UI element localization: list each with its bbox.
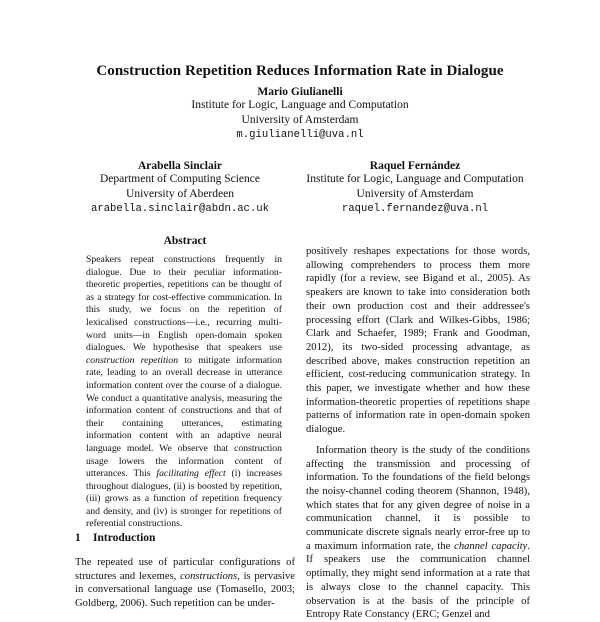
section-number: 1 [75,532,81,544]
author-university: University of Aberdeen [126,188,234,200]
intro-text [75,556,295,610]
author-block-2 [70,160,290,217]
paragraph-segment: Information theory is the study of the conditions affecting the transmission and processing of information. To the foundations of the field belongs the noisy-channel coding theorem (Shannon, 1948), which states that for any given degree of noise in a communication channel, it is possible to communicate discrete signals nearly error-free up to a maximum information rate, the [306,444,530,552]
author-affiliation: Institute for Logic, Language and Computation [191,99,409,111]
author-name: Arabella Sinclair [137,160,222,172]
author-block-1 [0,86,600,143]
author-affiliation: Institute for Logic, Language and Computation [306,173,524,185]
intro-emphasis: constructions [180,570,238,582]
abstract-emphasis: construction repetition [86,354,179,366]
right-column-text [306,245,530,622]
author-email: arabella.sinclair@abdn.ac.uk [90,203,269,215]
author-name: Raquel Fernández [369,160,461,172]
abstract-heading: Abstract [163,235,207,247]
author-email: m.giulianelli@uva.nl [236,129,364,141]
abstract-text [86,254,282,531]
abstract-emphasis: facilitating effect [156,468,226,480]
author-university: University of Amsterdam [356,188,474,200]
abstract-segment: (i) increases throughout dialogues, (ii) is boosted by repetition, (iii) grows as a function of repetition frequency and density, and (iv) is stronger for repetitions of referential constructions. [86,468,282,530]
paragraph: positively reshapes expectations for those words, allowing comprehenders to process them more rapidly (for a review, see Bigand et al., 2005). As speakers are known to take into consideration both their own production cost and their addressee's processing effort (Clark and Wilkes-Gibbs, 1986; Clark and Schaefer, 1989; Frank and Goodman, 2012), its two-sided processing advantage, as described above, makes construction repetition an efficient, cost-reducing communication strategy. In this paper, we investigate whether and how these information-theoretic properties of repetitions shape patterns of information rate in open-domain spoken dialogue. [306,246,530,436]
author-affiliation: Department of Computing Science [99,173,260,185]
author-email: raquel.fernandez@uva.nl [341,203,489,215]
paper-title: Construction Repetition Reduces Information Rate in Dialogue [96,63,504,79]
abstract-segment: to mitigate information rate, leading to an overall decrease in utterance information content over the course of a dialogue. We conduct a quantitative analysis, measuring the information content of constructions and that of their containing utterances, estimating information content with an adaptive neural language model. We observe that construction usage lowers the information content of utterances. This [86,354,282,480]
intro-segment: , is pervasive in conversational language use (Tomasello, 2003; Goldberg, 2006). Such repetition can be under- [75,570,295,609]
paragraph [306,444,530,622]
author-block-3 [288,160,542,217]
intro-segment: The repeated use of particular configurations of structures and lexemes, [75,557,295,582]
section-heading [75,532,155,544]
author-university: University of Amsterdam [241,114,359,126]
paragraph-segment: . If speakers use the communication channel optimally, they might send information at a rate that is always close to the channel capacity. This observation is at the basis of the principle of Entropy Rate Constancy (ERC; Genzel and [306,540,530,621]
paragraph-emphasis: channel capacity [454,540,528,552]
author-name: Mario Giulianelli [257,86,343,98]
section-title: Introduction [93,532,156,544]
abstract-segment: Speakers repeat constructions frequently in dialogue. Due to their peculiar information-theoretic properties, repetitions can be thought of as a strategy for cost-effective communication. In this study, we focus on the repetition of lexicalised constructions—i.e., recurring multi-word units—in English open-domain spoken dialogues. We hypothesise that speakers use [86,254,282,354]
